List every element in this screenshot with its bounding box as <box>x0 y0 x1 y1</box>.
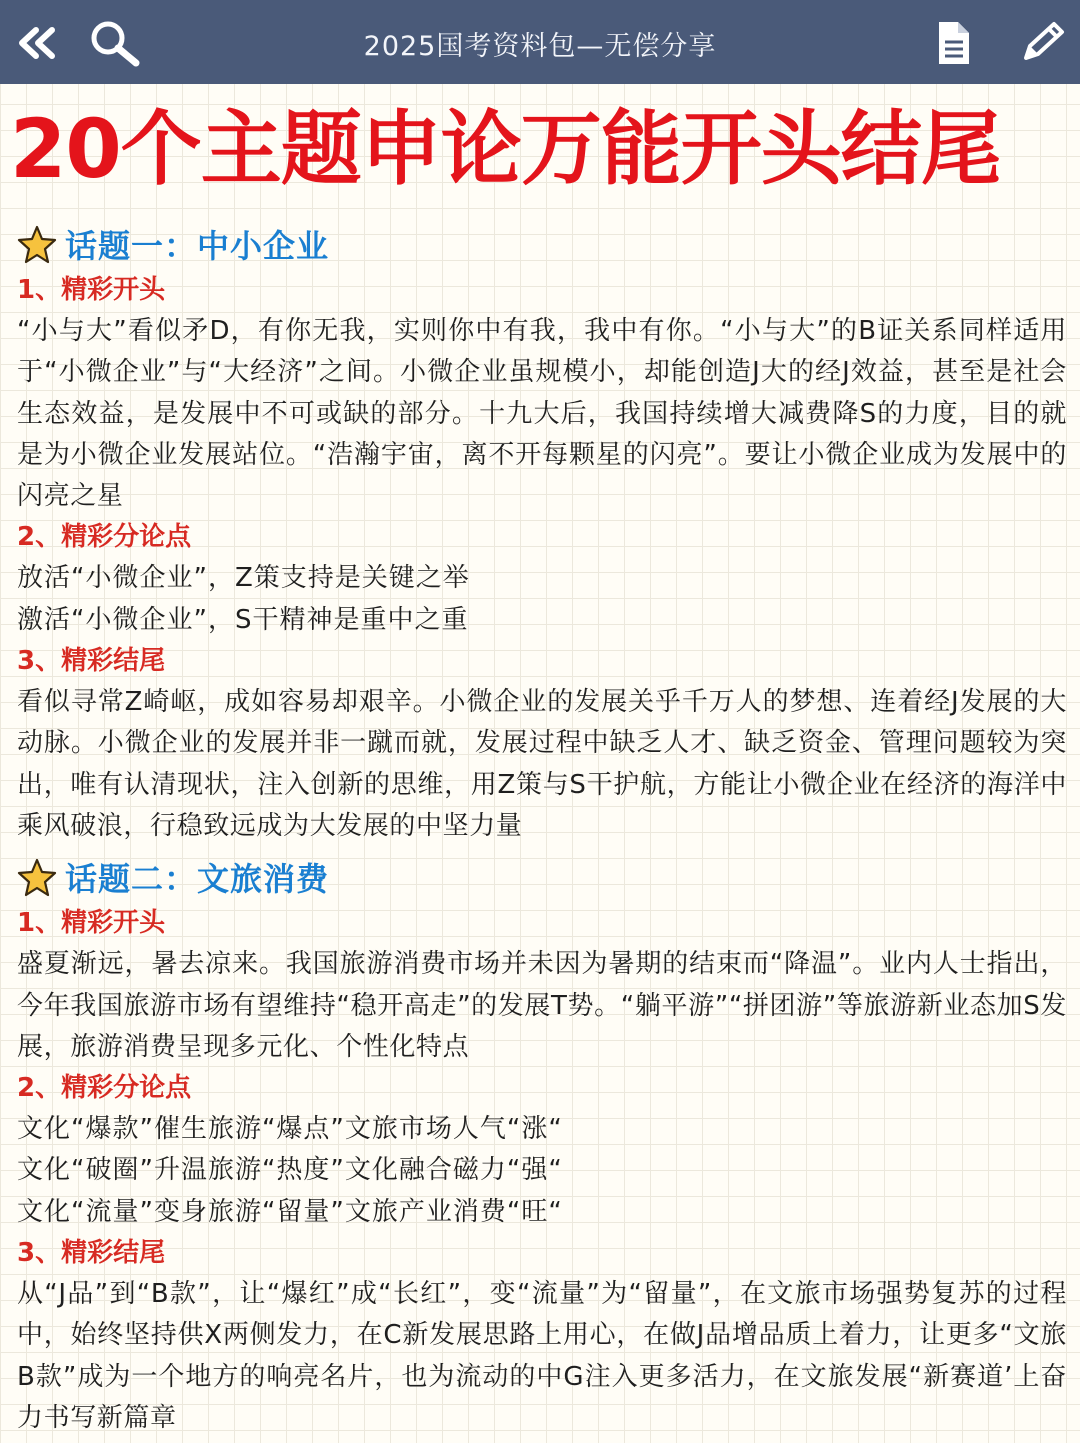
page-headline: 20个主题申论万能开头结尾 <box>10 103 1001 197</box>
topic-heading <box>17 851 1067 903</box>
argument-line: 激活“小微企业”，S干精神是重中之重 <box>17 604 469 635</box>
star-icon <box>17 224 57 264</box>
section-heading: 3、精彩结尾 <box>17 1238 166 1269</box>
article-body <box>17 214 1067 1439</box>
topic-title: 话题二：文旅消费 <box>65 860 330 899</box>
document-icon[interactable] <box>928 18 980 68</box>
section-heading: 1、精彩开头 <box>17 908 166 939</box>
topic-heading <box>17 218 1067 270</box>
argument-line: 文化“流量”变身旅游“留量”文旅产业消费“旺“ <box>17 1196 563 1227</box>
topic-title: 话题一：中小企业 <box>65 227 330 265</box>
section-heading: 1、精彩开头 <box>17 275 166 305</box>
pencil-icon[interactable] <box>1014 18 1066 68</box>
argument-line: 文化“破圈”升温旅游“热度”文化融合磁力“强“ <box>17 1155 563 1186</box>
argument-line: 文化“爆款”催生旅游“爆点”文旅市场人气“涨“ <box>17 1114 563 1145</box>
star-icon <box>17 857 57 897</box>
top-bar <box>0 0 1080 84</box>
page-header-title: 2025国考资料包—无偿分享 <box>363 31 717 62</box>
section-heading: 2、精彩分论点 <box>17 1073 192 1104</box>
section-paragraph: “小与大”看似矛D，有你无我，实则你中有我，我中有你。“小与大”的B证关系同样适用于“小微企业”与“大经济”之间。小微企业虽规模小，却能创造J大的经J效益，甚至是社会生态效益，是发展中不可或缺的部分。十九大后，我国持续增大减费降S的力度，目的就是为小微企业发展站位。“浩瀚宇宙，离不开每颗星的闪亮”。要让小微企业成为发展中的闪亮之星 <box>17 316 1067 512</box>
section-paragraph: 从“J品”到“B款”，让“爆红”成“长红”，变“流量”为“留量”，在文旅市场强势复苏的过程中，始终坚持供X两侧发力，在C新发展思路上用心，在做J品增品质上着力，让更多“文旅B款”成为一个地方的响亮名片，也为流动的中G注入更多活力，在文旅发展“新赛道’上奋力书写新篇章 <box>17 1279 1067 1433</box>
section-paragraph: 看似寻常Z崎岖，成如容易却艰辛。小微企业的发展关乎千万人的梦想、连着经J发展的大动脉。小微企业的发展并非一蹴而就，发展过程中缺乏人才、缺乏资金、管理问题较为突出，唯有认清现状，注入创新的思维，用Z策与S干护航，方能让小微企业在经济的海洋中乘风破浪，行稳致远成为大发展的中坚力量 <box>17 687 1067 841</box>
section-paragraph: 盛夏渐远，暑去凉来。我国旅游消费市场并未因为暑期的结束而“降温”。业内人士指出，今年我国旅游市场有望维持“稳开高走”的发展T势。“躺平游”“拼团游”等旅游新业态加S发展，旅游消费呈现多元化、个性化特点 <box>17 949 1067 1062</box>
section-heading: 2、精彩分论点 <box>17 522 192 553</box>
argument-line: 放活“小微企业”，Z策支持是关键之举 <box>17 563 470 594</box>
section-heading: 3、精彩结尾 <box>17 646 166 677</box>
